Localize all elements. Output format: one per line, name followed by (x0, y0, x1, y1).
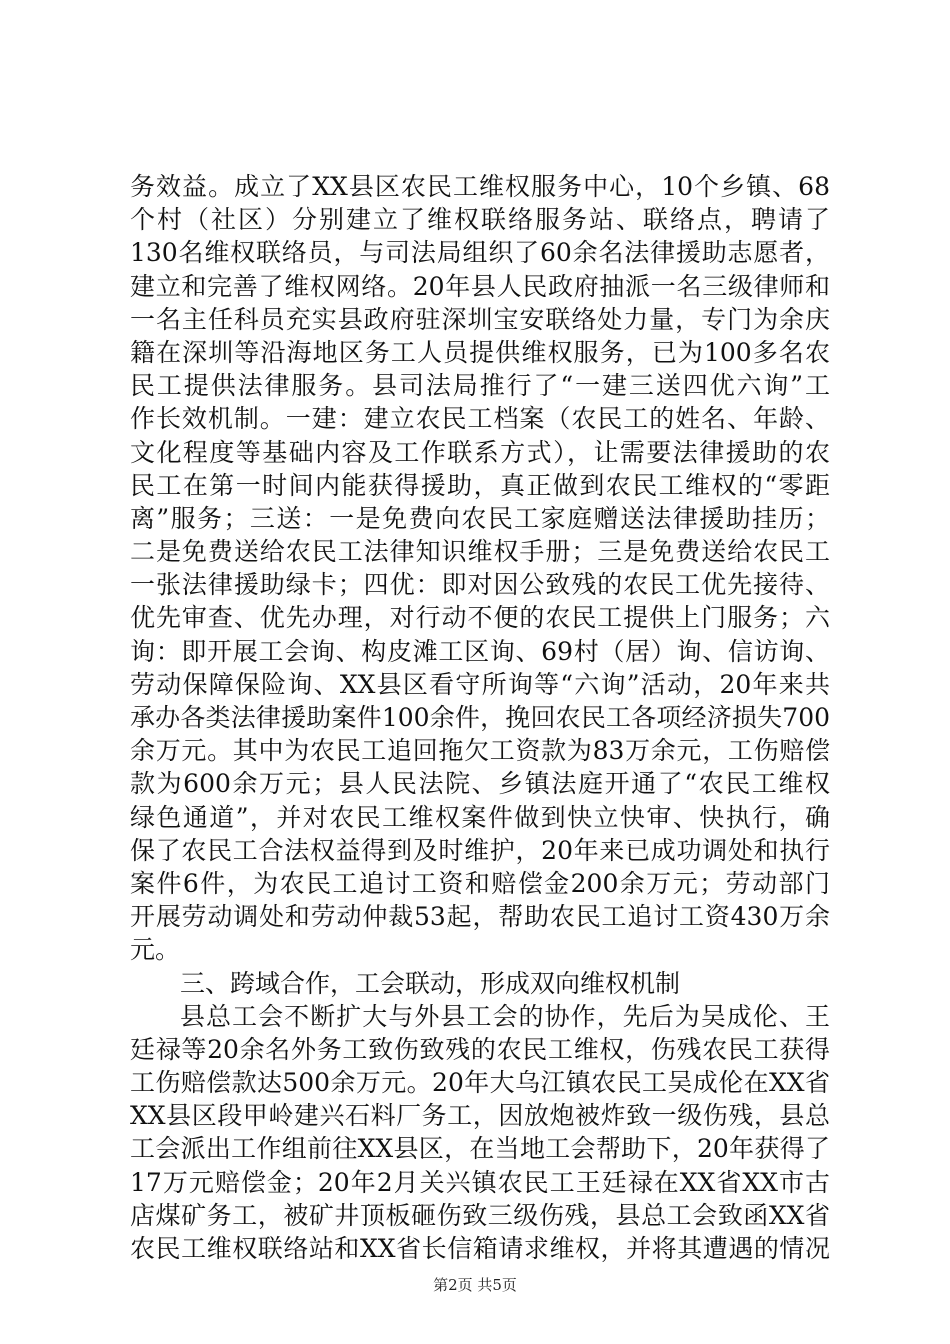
text-line: 开展劳动调处和劳动仲裁53起，帮助农民工追讨工资430万余 (130, 902, 830, 932)
text-line: 元。 (130, 935, 181, 965)
text-line: 店煤矿务工，被矿井顶板砸伤致三级伤残，县总工会致函XX省 (130, 1200, 830, 1230)
section-heading: 三、跨域合作，工会联动，形成双向维权机制 (180, 968, 681, 998)
text-line: 民工在第一时间内能获得援助，真正做到农民工维权的“零距 (130, 470, 830, 500)
text-line: 工会派出工作组前往XX县区，在当地工会帮助下，20年获得了 (130, 1134, 830, 1164)
text-line: 一张法律援助绿卡；四优：即对因公致残的农民工优先接待、 (130, 570, 830, 600)
text-line: 一名主任科员充实县政府驻深圳宝安联络处力量，专门为余庆 (130, 304, 830, 334)
text-line: 离”服务；三送：一是免费向农民工家庭赠送法律援助挂历； (130, 503, 830, 533)
text-line: 承办各类法律援助案件100余件，挽回农民工各项经济损失700 (130, 703, 830, 732)
text-line: 务效益。成立了XX县区农民工维权服务中心，10个乡镇、68 (130, 172, 830, 201)
text-line: 工伤赔偿款达500余万元。20年大乌江镇农民工吴成伦在XX省 (130, 1068, 830, 1098)
text-line: 农民工维权联络站和XX省长信箱请求维权，并将其遭遇的情况 (130, 1234, 830, 1263)
text-line: 个村（社区）分别建立了维权联络服务站、联络点，聘请了 (130, 205, 830, 235)
text-line: 作长效机制。一建：建立农民工档案（农民工的姓名、年龄、 (130, 404, 830, 434)
text-line: 余万元。其中为农民工追回拖欠工资款为83万余元，工伤赔偿 (130, 736, 830, 766)
text-line: 县总工会不断扩大与外县工会的协作，先后为吴成伦、王 (180, 1001, 830, 1031)
text-line: 文化程度等基础内容及工作联系方式），让需要法律援助的农 (130, 437, 830, 467)
text-line: 询：即开展工会询、构皮滩工区询、69村（居）询、信访询、 (130, 636, 830, 666)
text-line: 保了农民工合法权益得到及时维护，20年来已成功调处和执行 (130, 835, 830, 865)
page-number-footer: 第2页 共5页 (433, 1276, 517, 1294)
text-line: 绿色通道”，并对农民工维权案件做到快立快审、快执行，确 (130, 802, 830, 832)
text-line: XX县区段甲岭建兴石料厂务工，因放炮被炸致一级伤残，县总 (130, 1101, 830, 1131)
text-line: 建立和完善了维权网络。20年县人民政府抽派一名三级律师和 (130, 271, 830, 301)
body-text (130, 170, 830, 1265)
text-line: 廷禄等20余名外务工致伤致残的农民工维权，伤残农民工获得 (130, 1034, 830, 1064)
text-line: 优先审查、优先办理，对行动不便的农民工提供上门服务；六 (130, 603, 830, 633)
text-line: 130名维权联络员，与司法局组织了60余名法律援助志愿者， (130, 238, 830, 268)
text-line: 劳动保障保险询、XX县区看守所询等“六询”活动，20年来共 (130, 669, 830, 699)
text-line: 二是免费送给农民工法律知识维权手册；三是免费送给农民工 (130, 537, 830, 567)
text-line: 17万元赔偿金；20年2月关兴镇农民工王廷禄在XX省XX市古 (130, 1167, 830, 1197)
text-line: 款为600余万元；县人民法院、乡镇法庭开通了“农民工维权 (130, 769, 830, 799)
text-line: 案件6件，为农民工追讨工资和赔偿金200余万元；劳动部门 (130, 868, 830, 898)
text-line: 民工提供法律服务。县司法局推行了“一建三送四优六询”工 (130, 371, 830, 401)
text-line: 籍在深圳等沿海地区务工人员提供维权服务，已为100多名农 (130, 337, 830, 367)
